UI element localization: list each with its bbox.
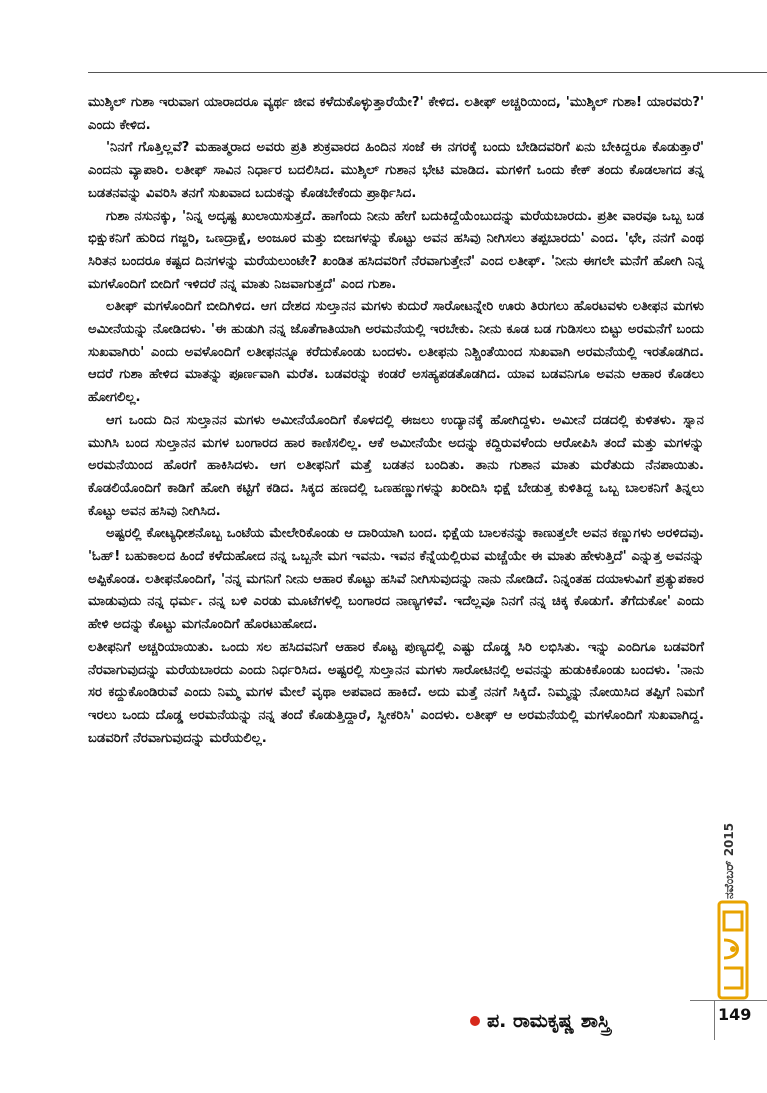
paragraph-4: ಲತೀಫ್ ಮಗಳೊಂದಿಗೆ ಬೀದಿಗಿಳಿದ. ಆಗ ದೇಶದ ಸುಲ್ತಾನನ ಮಗಳು ಕುದುರೆ ಸಾರೋಟನ್ನೇರಿ ಊರು ತಿರುಗಲು ಹೊರಟವಳು ಲತೀಫನ ಮಗಳು ಅಮೀನೆಯನ್ನು ನೋಡಿದಳು. 'ಈ ಹುಡುಗಿ ನನ್ನ ಜೊತೆಗಾತಿಯಾಗಿ ಅರಮನೆಯಲ್ಲಿ ಇರಬೇಕು. ನೀನು ಕೂಡ ಬಡ ಗುಡಿಸಲು ಬಿಟ್ಟು ಅರಮನೆಗೆ ಬಂದು ಸುಖವಾಗಿರು' ಎಂದು ಅವಳೊಂದಿಗೆ ಲತೀಫನನ್ನೂ ಕರೆದುಕೊಂಡು ಬಂದಳು. ಲತೀಫನು ನಿಶ್ಚಿಂತೆಯಿಂದ ಸುಖವಾಗಿ ಅರಮನೆಯಲ್ಲಿ ಇರತೊಡಗಿದ. ಆದರೆ ಗುಶಾ ಹೇಳಿದ ಮಾತನ್ನು ಪೂರ್ಣವಾಗಿ ಮರೆತ. ಬಡವರನ್ನು ಕಂಡರೆ ಅಸಹ್ಯಪಡತೊಡಗಿದ. ಯಾವ ಬಡವನಿಗೂ ಅವನು ಆಹಾರ ಕೊಡಲು ಹೋಗಲಿಲ್ಲ.	[88, 299, 704, 406]
issue-date: ನವೆಂಬರ್ 2015	[722, 822, 736, 899]
page-number-divider	[714, 1000, 715, 1040]
paragraph-3: ಗುಶಾ ನಸುನಕ್ಕು, 'ನಿನ್ನ ಅದೃಷ್ಟ ಖುಲಾಯಿಸುತ್ತದೆ. ಹಾಗೆಂದು ನೀನು ಹೇಗೆ ಬದುಕಿದ್ದೆಯೆಂಬುದನ್ನು ಮರೆಯಬಾರದು. ಪ್ರತೀ ವಾರವೂ ಒಬ್ಬ ಬಡ ಭಿಕ್ಷುಕನಿಗೆ ಹುರಿದ ಗಜ್ಜರಿ, ಒಣದ್ರಾಕ್ಷೆ, ಅಂಜೂರ ಮತ್ತು ಬೀಜಗಳನ್ನು ಕೊಟ್ಟು ಅವನ ಹಸಿವು ನೀಗಿಸಲು ತಪ್ಪಬಾರದು' ಎಂದ. 'ಛೇ, ನನಗೆ ಎಂಥ ಸಿರಿತನ ಬಂದರೂ ಕಷ್ಟದ ದಿನಗಳನ್ನು ಮರೆಯಲುಂಟೇ? ಖಂಡಿತ ಹಸಿದವರಿಗೆ ನೆರವಾಗುತ್ತೇನೆ' ಎಂದ ಲತೀಫ್. 'ನೀನು ಈಗಲೇ ಮನೆಗೆ ಹೋಗಿ ನಿನ್ನ ಮಗಳೊಂದಿಗೆ ಬೀದಿಗೆ ಇಳಿದರೆ ನನ್ನ ಮಾತು ನಿಜವಾಗುತ್ತದೆ' ಎಂದ ಗುಶಾ.	[88, 208, 704, 292]
paragraph-2: 'ನಿನಗೆ ಗೊತ್ತಿಲ್ಲವೆ? ಮಹಾತ್ಮರಾದ ಅವರು ಪ್ರತಿ ಶುಕ್ರವಾರದ ಹಿಂದಿನ ಸಂಜೆ ಈ ನಗರಕ್ಕೆ ಬಂದು ಬೇಡಿದವರಿಗೆ ಏನು ಬೇಕಿದ್ದರೂ ಕೊಡುತ್ತಾರೆ' ಎಂದನು ವ್ಯಾಪಾರಿ. ಲತೀಫ್ ಸಾವಿನ ನಿರ್ಧಾರ ಬದಲಿಸಿದ. ಮುಶ್ಕಿಲ್ ಗುಶಾನ ಭೇಟಿ ಮಾಡಿದ. ಮಗಳಿಗೆ ಒಂದು ಕೇಕ್ ತಂದು ಕೊಡಲಾಗದ ತನ್ನ ಬಡತನವನ್ನು ವಿವರಿಸಿ ತನಗೆ ಸುಖವಾದ ಬದುಕನ್ನು ಕೊಡಬೇಕೆಂದು ಪ್ರಾರ್ಥಿಸಿದ.	[88, 140, 704, 201]
author-name: ಪ. ರಾಮಕೃಷ್ಣ ಶಾಸ್ತ್ರಿ	[487, 1010, 611, 1032]
paragraph-1: ಮುಶ್ಕಿಲ್ ಗುಶಾ ಇರುವಾಗ ಯಾರಾದರೂ ವ್ಯರ್ಥ ಜೀವ ಕಳೆದುಕೊಳ್ಳುತ್ತಾರೆಯೇ?' ಕೇಳಿದ. ಲತೀಫ್ ಅಚ್ಚರಿಯಿಂದ, 'ಮುಶ್ಕಿಲ್ ಗುಶಾ! ಯಾರವರು?' ಎಂದು ಕೇಳಿದ.	[88, 95, 704, 133]
page-number-rule	[690, 1000, 767, 1001]
paragraph-7: ಲತೀಫನಿಗೆ ಅಚ್ಚರಿಯಾಯಿತು. ಒಂದು ಸಲ ಹಸಿದವನಿಗೆ ಆಹಾರ ಕೊಟ್ಟ ಪುಣ್ಯದಲ್ಲಿ ಎಷ್ಟು ದೊಡ್ಡ ಸಿರಿ ಲಭಿಸಿತು. ಇನ್ನು ಎಂದಿಗೂ ಬಡವರಿಗೆ ನೆರವಾಗುವುದನ್ನು ಮರೆಯಬಾರದು ಎಂದು ನಿರ್ಧರಿಸಿದ. ಅಷ್ಟರಲ್ಲಿ ಸುಲ್ತಾನನ ಮಗಳು ಸಾರೋಟಿನಲ್ಲಿ ಅವನನ್ನು ಹುಡುಕಿಕೊಂಡು ಬಂದಳು. 'ನಾನು ಸರ ಕದ್ದುಕೊಂಡಿರುವೆ ಎಂದು ನಿಮ್ಮ ಮಗಳ ಮೇಲೆ ವೃಥಾ ಅಪವಾದ ಹಾಕಿದೆ. ಅದು ಮತ್ತೆ ನನಗೆ ಸಿಕ್ಕಿದೆ. ನಿಮ್ಮನ್ನು ನೋಯಿಸಿದ ತಪ್ಪಿಗೆ ನಿಮಗೆ ಇರಲು ಒಂದು ದೊಡ್ಡ ಅರಮನೆಯನ್ನು ನನ್ನ ತಂದೆ ಕೊಡುತ್ತಿದ್ದಾರೆ, ಸ್ವೀಕರಿಸಿ' ಎಂದಳು. ಲತೀಫ್ ಆ ಅರಮನೆಯಲ್ಲಿ ಮಗಳೊಂದಿಗೆ ಸುಖವಾಗಿದ್ದ. ಬಡವರಿಗೆ ನೆರವಾಗುವುದನ್ನು ಮರೆಯಲಿಲ್ಲ.	[88, 639, 704, 746]
magazine-logo	[716, 900, 750, 1000]
top-rule	[88, 72, 767, 73]
page-number: 149	[718, 1005, 752, 1024]
author-byline	[470, 1006, 610, 1036]
article-body	[88, 92, 704, 750]
bullet-dot-icon	[470, 1016, 480, 1026]
paragraph-5: ಆಗ ಒಂದು ದಿನ ಸುಲ್ತಾನನ ಮಗಳು ಅಮೀನೆಯೊಂದಿಗೆ ಕೊಳದಲ್ಲಿ ಈಜಲು ಉದ್ಯಾನಕ್ಕೆ ಹೋಗಿದ್ದಳು. ಅಮೀನೆ ದಡದಲ್ಲಿ ಕುಳಿತಳು. ಸ್ನಾನ ಮುಗಿಸಿ ಬಂದ ಸುಲ್ತಾನನ ಮಗಳ ಬಂಗಾರದ ಹಾರ ಕಾಣಿಸಲಿಲ್ಲ. ಆಕೆ ಅಮೀನೆಯೇ ಅದನ್ನು ಕದ್ದಿರುವಳೆಂದು ಆರೋಪಿಸಿ ತಂದೆ ಮತ್ತು ಮಗಳನ್ನು ಅರಮನೆಯಿಂದ ಹೊರಗೆ ಹಾಕಿಸಿದಳು. ಆಗ ಲತೀಫನಿಗೆ ಮತ್ತೆ ಬಡತನ ಬಂದಿತು. ತಾನು ಗುಶಾನ ಮಾತು ಮರೆತುದು ನೆನಪಾಯಿತು. ಕೊಡಲಿಯೊಂದಿಗೆ ಕಾಡಿಗೆ ಹೋಗಿ ಕಟ್ಟಿಗೆ ಕಡಿದ. ಸಿಕ್ಕದ ಹಣದಲ್ಲಿ ಒಣಹಣ್ಣುಗಳನ್ನು ಖರೀದಿಸಿ ಭಿಕ್ಷೆ ಬೇಡುತ್ತ ಕುಳಿತಿದ್ದ ಒಬ್ಬ ಬಾಲಕನಿಗೆ ತಿನ್ನಲು ಕೊಟ್ಟು ಅವನ ಹಸಿವು ನೀಗಿಸಿದ.	[88, 412, 704, 519]
paragraph-6: ಅಷ್ಟರಲ್ಲಿ ಕೋಟ್ಯಧೀಶನೊಬ್ಬ ಒಂಟೆಯ ಮೇಲೇರಿಕೊಂಡು ಆ ದಾರಿಯಾಗಿ ಬಂದ. ಭಿಕ್ಷೆಯ ಬಾಲಕನನ್ನು ಕಾಣುತ್ತಲೇ ಅವನ ಕಣ್ಣುಗಳು ಅರಳಿದವು. 'ಓಹ್! ಬಹುಕಾಲದ ಹಿಂದೆ ಕಳೆದುಹೋದ ನನ್ನ ಒಬ್ಬನೇ ಮಗ ಇವನು. ಇವನ ಕೆನ್ನೆಯಲ್ಲಿರುವ ಮಚ್ಚೆಯೇ ಈ ಮಾತು ಹೇಳುತ್ತಿದೆ' ಎನ್ನುತ್ತ ಅವನನ್ನು ಅಪ್ಪಿಕೊಂಡ. ಲತೀಫನೊಂದಿಗೆ, 'ನನ್ನ ಮಗನಿಗೆ ನೀನು ಆಹಾರ ಕೊಟ್ಟು ಹಸಿವೆ ನೀಗಿಸುವುದನ್ನು ನಾನು ನೋಡಿದೆ. ನಿನ್ನಂತಹ ದಯಾಳುವಿಗೆ ಪ್ರತ್ಯುಪಕಾರ ಮಾಡುವುದು ನನ್ನ ಧರ್ಮ. ನನ್ನ ಬಳಿ ಎರಡು ಮೂಟೆಗಳಲ್ಲಿ ಬಂಗಾರದ ನಾಣ್ಯಗಳಿವೆ. ಇದೆಲ್ಲವೂ ನಿನಗೆ ನನ್ನ ಚಿಕ್ಕ ಕೊಡುಗೆ. ತೆಗೆದುಕೋ' ಎಂದು ಹೇಳಿ ಅದನ್ನು ಕೊಟ್ಟು ಮಗನೊಂದಿಗೆ ಹೊರಟುಹೋದ.	[88, 526, 704, 633]
